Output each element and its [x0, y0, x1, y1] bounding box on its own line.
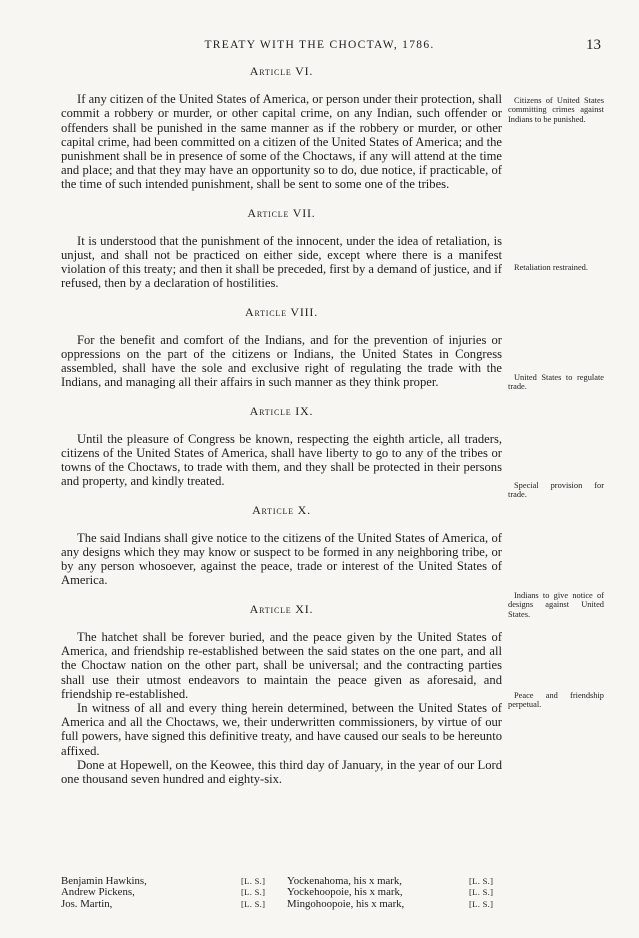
article-heading: Article XI.	[249, 601, 314, 616]
margin-note: Citizens of United States committing crimes against Indians to be punished.	[508, 96, 604, 124]
seal-mark: [L. S.]	[469, 887, 494, 898]
margin-note: Retaliation restrained.	[514, 263, 588, 272]
margin-note: Special provision for trade.	[508, 481, 604, 500]
chief-name: Mingohoopoie, his x mark,	[287, 897, 405, 910]
seal-mark: [L. S.]	[241, 876, 266, 886]
article-paragraph: Until the pleasure of Congress be known, respecting the eighth article, all traders, citizens of the United States of America, shall have liberty to go to any of the tribes or towns of the Choctaws, to trade with them, and they shall be protected in their persons and property, and kindly treated.	[61, 431, 502, 489]
witness-paragraph: In witness of all and every thing herein determined, between the United States of America and all the Choctaws, we, their underwritten commissioners, by virtue of our full powers, have signed this definitive treaty, and have caused our seals to be hereunto affixed.	[61, 700, 502, 758]
commissioner-name: Andrew Pickens,	[61, 886, 135, 899]
signature-block	[61, 876, 502, 910]
page-number: 13	[586, 37, 601, 53]
article-heading: Article VI.	[249, 64, 314, 78]
commissioner-name: Jos. Martin,	[61, 897, 113, 910]
article-paragraph: It is understood that the punishment of the innocent, under the idea of retaliation, is unjust, and shall not be practiced on either side, except where there is a manifest violation of this treaty; and then it shall be preceded, first by a demand of justice, and if refused, then by a declaration of hostilities.	[61, 233, 503, 291]
seal-mark: [L. S.]	[241, 887, 266, 898]
seal-mark: [L. S.]	[469, 898, 494, 909]
margin-note: Peace and friendship perpetual.	[508, 691, 604, 710]
chief-name: Yockenahoma, his x mark,	[287, 875, 402, 887]
article-7	[61, 206, 502, 291]
chief-name: Yockehoopoie, his x mark,	[287, 886, 403, 899]
article-11	[61, 602, 502, 786]
article-paragraph: The hatchet shall be forever buried, and the peace given by the United States of America, and friendship re-established between the said states on the one part, and all the Choctaw nation on the other part, shall be universal; and the contracting parties shall use their utmost endeavors to maintain the peace given as aforesaid, and friendship re-established.	[61, 629, 502, 701]
article-9	[61, 404, 502, 489]
article-paragraph: For the benefit and comfort of the Indians, and for the prevention of injuries or oppressions on the part of the citizens or Indians, the United States in Congress assembled, shall have the sole and exclusive right of regulating the trade with the Indians, and managing all their affairs in such manner as they think proper.	[61, 332, 502, 390]
seal-mark: [L. S.]	[469, 876, 494, 886]
signature-row	[61, 887, 502, 898]
article-paragraph: The said Indians shall give notice to the citizens of the United States of America, of any designs which they may know or suspect to be formed in any neighboring tribe, or by any person whosoever, against the peace, trade or interest of the United States of America.	[61, 530, 502, 588]
signature-row	[61, 899, 502, 910]
margin-note: Indians to give notice of designs against United States.	[508, 591, 604, 619]
article-heading: Article X.	[252, 502, 311, 517]
article-6	[61, 64, 502, 192]
article-8	[61, 305, 502, 390]
article-paragraph: If any citizen of the United States of America, or person under their protection, shall commit a robbery or murder, or other capital crime, on any Indian, such offender or offenders shall be punished in the same manner as if the robbery or murder, or other capital crime, had been committed on a citizen of the United States of America; and the punishment shall be in presence of some of the Choctaws, if any will attend at the time and place; and that they may have an opportunity so to do, due notice, if practicable, of the time of such intended punishment, shall be sent to some one of the tribes.	[61, 92, 502, 192]
margin-note: United States to regulate trade.	[508, 373, 604, 392]
running-title: TREATY WITH THE CHOCTAW, 1786.	[204, 39, 435, 51]
seal-mark: [L. S.]	[241, 898, 266, 909]
article-heading: Article VIII.	[244, 304, 319, 319]
treaty-body	[61, 64, 502, 800]
article-heading: Article VII.	[247, 205, 316, 220]
article-heading: Article IX.	[249, 403, 314, 418]
date-paragraph: Done at Hopewell, on the Keowee, this third day of January, in the year of our Lord one thousand seven hundred and eighty-six.	[61, 757, 502, 786]
article-10	[61, 503, 502, 588]
commissioner-name: Benjamin Hawkins,	[61, 875, 147, 887]
